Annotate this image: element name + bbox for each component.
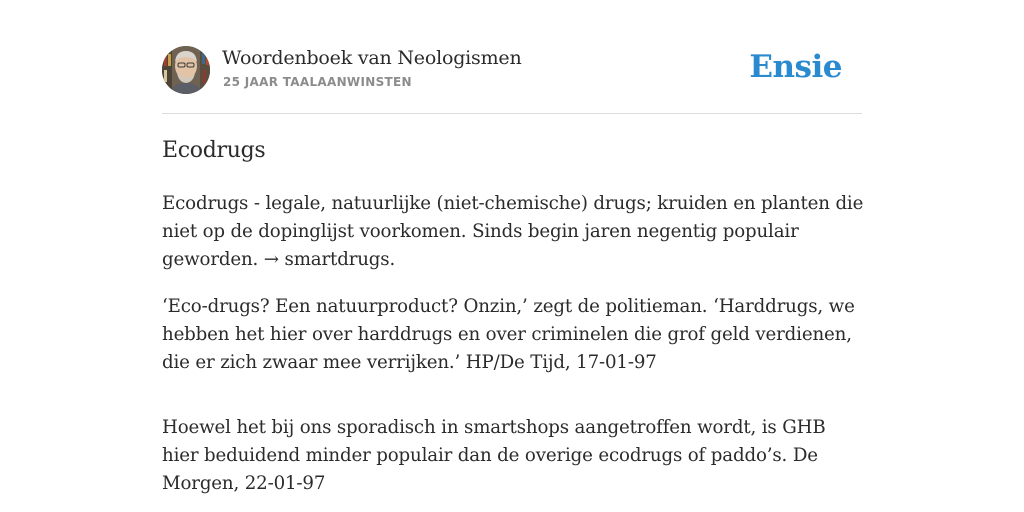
avatar[interactable] [162,46,210,94]
site-header [162,46,862,96]
entry-definition: Ecodrugs - legale, natuurlijke (niet-chemische) drugs; kruiden en planten die niet op de dopinglijst voorkomen. Sinds begin jaren negentig populair geworden. → smartdrugs. [162,193,864,270]
entry-quote: ‘Eco-drugs? Een natuurproduct? Onzin,’ zegt de politieman. ‘Harddrugs, we hebben het hier over harddrugs en over criminelen die grof geld verdienen, die er zich zwaar mee verrijken.’ HP/De Tijd, 17-01-97 [162,296,855,373]
header-divider [162,113,862,114]
entry-content [162,190,864,512]
author-portrait-icon [162,46,210,94]
site-title[interactable]: Woordenboek van Neologismen [222,47,522,69]
entry-title: Ecodrugs [162,138,266,163]
ensie-logo[interactable]: Ensie [749,49,842,85]
site-subtitle: 25 JAAR TAALAANWINSTEN [223,75,412,89]
entry-quote: Hoewel het bij ons sporadisch in smartshops aangetroffen wordt, is GHB hier beduidend minder populair dan de overige ecodrugs of paddo’s. De Morgen, 22-01-97 [162,417,826,494]
